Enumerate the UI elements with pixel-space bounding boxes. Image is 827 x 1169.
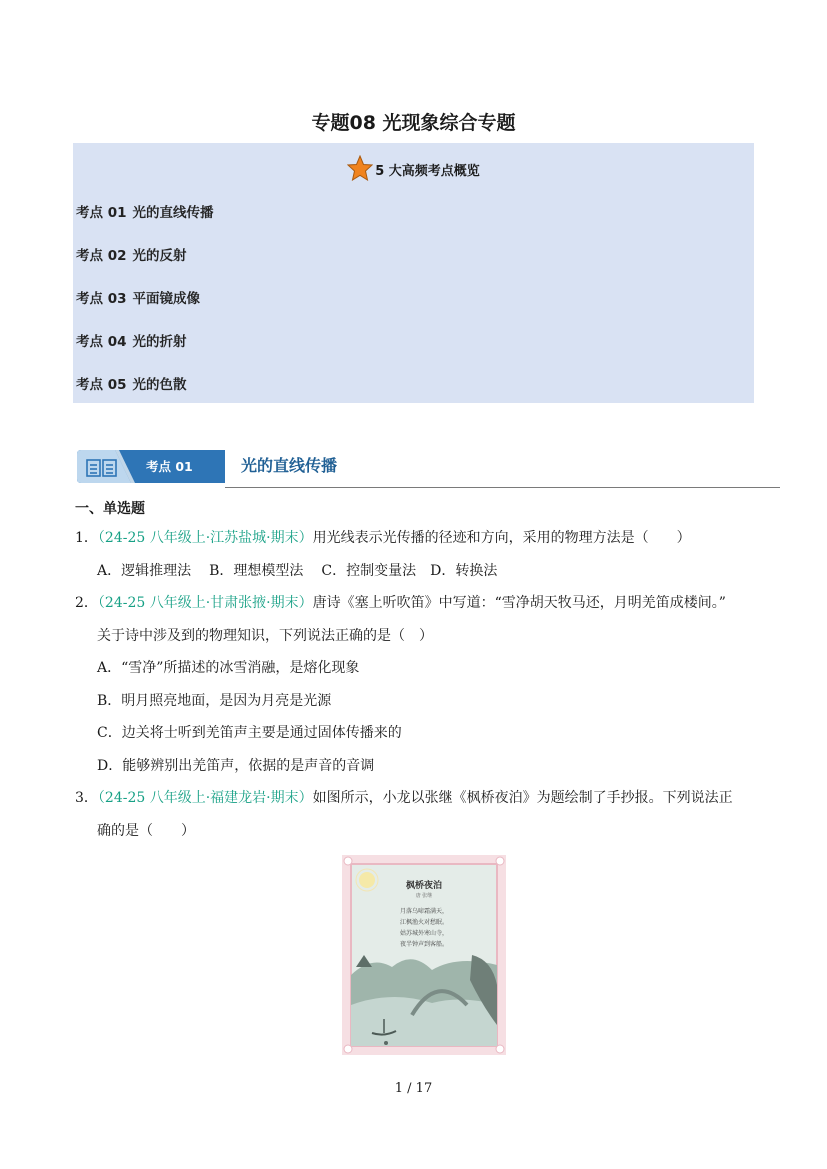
overview-item [76,244,187,264]
question-2-stem-cont: 关于诗中涉及到的物理知识，下列说法正确的是（ ） [97,628,433,644]
overview-item [76,287,200,307]
item-number: 考点 03 [76,291,127,307]
option-d: D．转换法 [430,563,498,579]
item-label: 光的反射 [132,248,187,264]
option-c: C．控制变量法 [321,563,417,579]
question-number: 3． [75,790,98,806]
question-text: 用光线表示光传播的径迹和方向，采用的物理方法是（ ） [312,530,691,546]
question-1-stem [75,528,691,548]
question-2-stem [75,593,726,613]
poster-author: 唐 张继 [415,893,433,899]
overview-item [76,201,214,221]
item-number: 考点 04 [76,334,127,350]
page-title: 专题08 光现象综合专题 [311,112,516,134]
star-icon [347,155,373,181]
overview-box [73,143,754,403]
option-c: C．边关将士听到羌笛声主要是通过固体传播来的 [97,725,402,741]
overview-heading-text: 5 大高频考点概览 [375,164,480,179]
item-label: 平面镜成像 [132,291,200,307]
option-a: A．逻辑推理法 [97,563,192,579]
question-number: 2． [75,595,98,611]
item-number: 考点 01 [76,205,127,221]
option-b: B．理想模型法 [209,563,304,579]
item-label: 光的直线传播 [132,205,214,221]
question-3-stem [75,788,733,808]
question-number: 1． [75,530,98,546]
poem-line: 夜半钟声到客船。 [399,941,448,948]
item-label: 光的色散 [132,377,187,393]
page-number: 1 / 17 [394,1081,433,1096]
question-text: 如图所示，小龙以张继《枫桥夜泊》为题绘制了手抄报。下列说法正 [312,790,733,806]
question-source: （24-25 八年级上·福建龙岩·期末） [97,790,313,806]
option-b: B．明月照亮地面，是因为月亮是光源 [97,693,332,709]
item-number: 考点 02 [76,248,127,264]
overview-item [76,330,187,350]
section-divider [225,487,780,488]
item-label: 光的折射 [132,334,187,350]
question-type-heading: 一、单选题 [75,501,145,517]
question-source: （24-25 八年级上·甘肃张掖·期末） [97,595,313,611]
section-title: 光的直线传播 [241,456,338,475]
option-a: A．“雪净”所描述的冰雪消融，是熔化现象 [97,660,360,676]
question-source: （24-25 八年级上·江苏盐城·期末） [97,530,313,546]
overview-heading [73,155,754,181]
question-3-stem-cont: 确的是（ ） [97,823,195,839]
poem-line: 姑苏城外寒山寺， [399,930,448,937]
poster-title: 枫桥夜泊 [405,881,442,891]
overview-item [76,373,187,393]
item-number: 考点 05 [76,377,127,393]
poster-poem [342,906,506,950]
poem-line: 月落乌啼霜满天， [399,908,448,915]
section-label: 考点 01 [146,459,193,474]
question-1-options [97,561,497,581]
question-text: 唐诗《塞上听吹笛》中写道：“雪净胡天牧马还，月明羌笛成楼间。” [312,595,726,611]
poem-line: 江枫渔火对愁眠。 [399,919,448,926]
option-d: D．能够辨别出羌笛声，依据的是声音的音调 [97,758,375,774]
